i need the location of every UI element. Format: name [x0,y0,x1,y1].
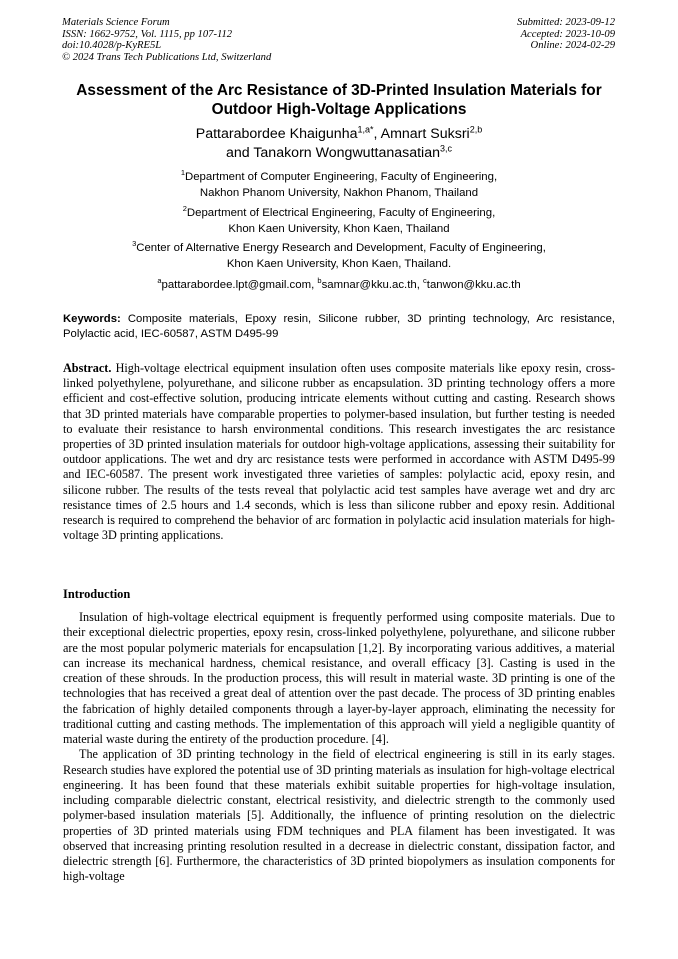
paragraph: Insulation of high-voltage electrical equipment is frequently performed using composite materials. Due to their exceptional dielectric properties, epoxy resin, cross-linked polyethylene, polyurethane, and silicone rubber are the most popular polymeric materials for encapsulation [1,2]. By incorporating various additives, a material can increase its mechanical hardness, chemical resistance, and overall efficacy [3]. Casting is used in the creation of these shrouds. In the production process, this will result in material waste. 3D printing is one of the technologies that has received a great deal of attention over the past decade. The process of 3D printing enables the fabrication of highly detailed components through a layer-by-layer approach, eliminating the necessity for traditional cutting and casting methods. The implementation of this approach will yield a negligible quantity of material waste during the entirety of the production procedure. [4]. [63,610,615,746]
author-name: Pattarabordee Khaigunha [195,126,358,142]
keywords-text: Composite materials, Epoxy resin, Silicone rubber, 3D printing technology, Arc resistance, Polylactic acid, IEC-60587, ASTM D495-99 [63,313,616,340]
journal-name: Materials Science Forum [62,17,170,28]
title-line: Assessment of the Arc Resistance of 3D-Printed Insulation Materials for [76,82,602,99]
email-marker: c [423,276,427,286]
introduction-body [63,610,615,885]
affiliation-text: Department of Computer Engineering, Faculty of Engineering, [185,171,498,183]
affiliation-marker: 1 [180,168,185,178]
affiliation-line [40,205,638,221]
title-line: Outdoor High-Voltage Applications [211,101,467,118]
affiliation-line: Khon Kaen University, Khon Kaen, Thailand. [226,258,452,270]
abstract-label: Abstract. [63,361,112,375]
journal-issn: ISSN: 1662-9752, Vol. 1115, pp 107-112 [62,28,233,40]
author-list [40,125,638,163]
author-emails [40,277,638,293]
affiliation-line [40,240,638,256]
accepted-date: Accepted: 2023-10-09 [520,28,615,40]
online-date: Online: 2024-02-29 [530,40,615,52]
affiliation-text: Department of Electrical Engineering, Faculty of Engineering, [186,207,496,219]
journal-doi: doi:10.4028/p-KyRE5L [62,40,162,52]
author-superscript: 3,c [440,143,453,154]
keywords-label: Keywords: [63,313,121,325]
affiliation-line [40,169,638,185]
email-link[interactable]: pattarabordee.lpt@gmail.com, [161,279,318,291]
email-marker: a [157,276,162,286]
affiliation-line: Nakhon Phanom University, Nakhon Phanom, Thailand [199,187,479,199]
author-separator: , [373,126,381,142]
author-line [40,125,638,144]
journal-header-right [517,17,615,52]
author-conjunction: and [225,145,254,161]
affiliation-1 [40,169,638,201]
journal-header-left [62,17,271,63]
abstract-text: High-voltage electrical equipment insulation often uses composite materials like epoxy resin, cross-linked polyethylene, polyurethane, and silicone rubber as encapsulation. 3D printing technology offers a more efficient and cost-effective solution, producing intricate elements without cutting and casting. Research shows that 3D printed materials have comparable properties to polymer-based insulation, but further testing is needed to evaluate their resistance to harsh environmental conditions. This research investigates the arc resistance properties of 3D printed insulation materials for outdoor high-voltage applications, assessing their suitability for outdoor applications. The wet and dry arc resistance tests were performed in accordance with ASTM D495-99 and IEC-60587. The present work investigated three varieties of samples: polylactic acid, epoxy resin, and silicone rubber. The results of the tests reveal that polylactic acid test samples have average wet and dry arc resistance times of 2.5 hours and 1.4 seconds, which is less than silicone rubber and epoxy resin. Additional research is required to comprehend the behavior of arc formation in polylactic acid insulation materials for high-voltage 3D printing applications. [63,361,615,543]
affiliation-2 [40,205,638,237]
keywords [63,312,615,342]
author-line [40,144,638,163]
author-name: Amnart Suksri [380,126,470,142]
affiliation-marker: 3 [132,239,137,249]
email-link[interactable]: tanwon@kku.ac.th [426,279,521,291]
submitted-date: Submitted: 2023-09-12 [517,17,615,28]
author-superscript: 1,a* [357,124,374,135]
paper-title [40,81,638,119]
author-name: Tanakorn Wongwuttanasatian [253,145,440,161]
email-marker: b [317,276,322,286]
affiliation-marker: 2 [182,204,187,214]
section-heading: Introduction [63,587,131,601]
abstract [63,361,615,543]
affiliation-3 [40,240,638,272]
affiliation-line: Khon Kaen University, Khon Kaen, Thailand [228,223,450,235]
journal-copyright: © 2024 Trans Tech Publications Ltd, Switzerland [62,51,272,63]
email-link[interactable]: samnar@kku.ac.th, [321,279,424,291]
affiliation-text: Center of Alternative Energy Research and Development, Faculty of Engineering, [136,242,546,254]
paragraph: The application of 3D printing technology in the field of electrical engineering is still in its early stages. Research studies have explored the potential use of 3D printing materials as insulation for high-voltage electrical engineering. It has been found that these materials exhibit suitable properties for high-voltage insulation, including comparable dielectric constant, electrical resistivity, and dielectric strength to the commonly used polymer-based insulation materials [5]. Additionally, the influence of printing resolution on the dielectric properties of 3D printed materials using FDM techniques and PLA filament has been investigated. It was observed that increasing printing resolution resulted in a decrease in dielectric constant, dissipation factor, and dielectric strength [6]. Furthermore, the characteristics of 3D printed biopolymers as insulation components for high-voltage [63,747,615,884]
author-superscript: 2,b [469,124,483,135]
